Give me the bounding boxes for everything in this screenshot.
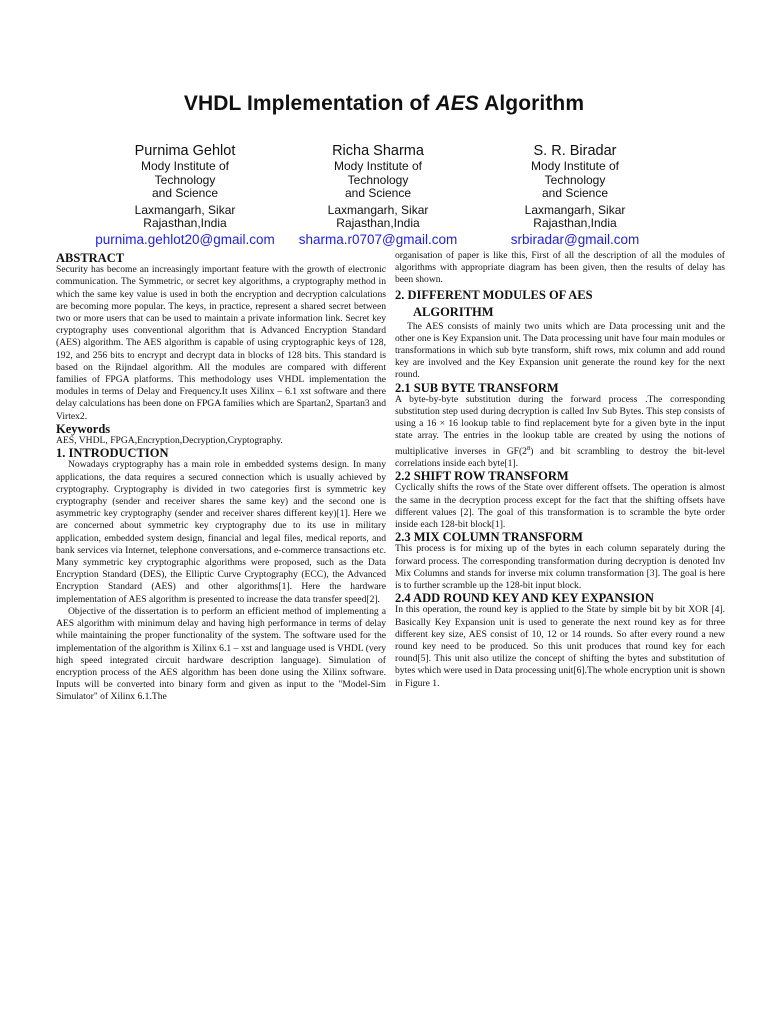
author-affiliation-line: Mody Institute of bbox=[333, 159, 423, 173]
introduction-paragraph-1: Nowadays cryptography has a main role in embedded systems design. In many applications, the data requires a secured connection which is usually achieved by cryptography. Cryptography is divided in two categories first is symmetric key cryptography (sender and receiver shares the same key) and the second one is asymmetric key cryptography (sender and receiver shares different key)[1]. Here we are concerned about symmetric key cryptography due to its use in military application, embedded system design, financial and legal files, medical reports, and bank services via Internet, telephone conversations, and e-commerce transactions etc. Many symmetric key cryptographic algorithms were proposed, such as the Data Encryption Standard (DES), the Elliptic Curve Cryptography (ECC), the Advanced Encryption Standard (AES) and other algorithms[1]. Here the hardware implementation of AES algorithm is presented to increase the data transfer speed[2]. bbox=[56, 459, 386, 605]
modules-heading-line-2: ALGORITHM bbox=[413, 304, 494, 319]
introduction-heading: 1. INTRODUCTION bbox=[56, 446, 169, 461]
author-affiliation-line: and Science bbox=[344, 186, 412, 200]
subbyte-superscript: 8 bbox=[526, 444, 531, 452]
modules-heading-line-1: 2. DIFFERENT MODULES OF AES bbox=[395, 287, 593, 302]
mix-column-heading: 2.3 MIX COLUMN TRANSFORM bbox=[395, 530, 583, 545]
author-location-line: Laxmangarh, Sikar bbox=[524, 202, 626, 217]
author-name: Richa Sharma bbox=[332, 143, 424, 159]
author-name: Purnima Gehlot bbox=[134, 143, 236, 159]
abstract-heading: ABSTRACT bbox=[56, 251, 125, 265]
author-email-link[interactable]: purnima.gehlot20@gmail.com bbox=[95, 231, 275, 247]
left-column bbox=[56, 252, 386, 704]
shift-row-paragraph: Cyclically shifts the rows of the State over different offsets. The operation is almost the same in the decryption process except for the fact that the shifting offsets have different values [2]. The goal of this transformation is to scramble the byte order inside each 128-bit block[1]. bbox=[395, 482, 725, 531]
author-name: S. R. Biradar bbox=[533, 143, 617, 159]
author-email-link[interactable]: sharma.r0707@gmail.com bbox=[298, 231, 458, 247]
author-location-line: Laxmangarh, Sikar bbox=[327, 202, 429, 217]
organisation-paragraph: organisation of paper is like this, First of all the description of all the modules of algorithms with appropriate diagram has been given, then the results of delay has been shown. bbox=[395, 250, 725, 286]
author-affiliation-line: and Science bbox=[541, 186, 609, 200]
author-affiliation-line: and Science bbox=[151, 186, 219, 200]
author-block-2 bbox=[273, 142, 483, 248]
subbyte-paragraph: A byte-by-byte substitution during the forward process .The corresponding substitution step used during decryption is called Inv Sub Bytes. This step consists of using a 16 × 16 lookup table to find replacement byte for a given byte in the input state array. The entries in the lookup table are created by using the notions of multiplicative inverses in $GF(2^8)$ and bit scrambling to destroy the bit-level correlations inside each byte[1]. bbox=[395, 393, 726, 470]
author-location-line: Rajasthan,India bbox=[143, 216, 227, 230]
title-italic-aes: AES bbox=[435, 92, 479, 115]
add-round-key-heading: 2.4 ADD ROUND KEY AND KEY EXPANSION bbox=[395, 591, 654, 606]
right-column bbox=[395, 250, 725, 690]
add-round-key-paragraph: In this operation, the round key is applied to the State by simple bit by bit XOR [4]. Basically Key Expansion unit is used to generate the next round key as for three different key size, AES consist of 10, 12 or 14 rounds. So after every round a new round key need to be produced. So this unit produces that round key for each round[5]. This unit also utilize the concept of shifting the bytes and substitution of bytes which were used in Data processing unit[6].The whole encryption unit is shown in Figure 1. bbox=[395, 604, 725, 689]
author-affiliation-line: Mody Institute of bbox=[530, 159, 620, 173]
modules-heading bbox=[395, 287, 725, 321]
author-location-line: Rajasthan,India bbox=[336, 216, 420, 230]
author-location-line: Laxmangarh, Sikar bbox=[134, 202, 236, 217]
author-block-3 bbox=[470, 142, 680, 248]
modules-paragraph: The AES consists of mainly two units which are Data processing unit and the other one is Key Expansion unit. The Data processing unit have four main modules or transformations in which sub byte transform, shift rows, mix column and add round key are involved and the Key Expansion unit generate the round key for the next round. bbox=[395, 320, 725, 381]
keywords-heading: Keywords bbox=[56, 421, 111, 436]
introduction-paragraph-2: Objective of the dissertation is to perform an efficient method of implementing a AES algorithm with minimum delay and having high performance in terms of delay while maintaining the proper functionality of the system. The software used for the implementation of the algorithm is Xilinx 6.1 – xst and language used is VHDL (very high speed integrated circuit hardware description language). Simulation of encryption process of the AES algorithm has been done using the Xilinx software. Inputs will be converted into binary form and given as input to the "Model-Sim Simulator" of Xilinx 6.1.The bbox=[56, 605, 386, 703]
author-email-link[interactable]: srbiradar@gmail.com bbox=[510, 231, 640, 247]
paper-title: VHDL Implementation of AES Algorithm bbox=[183, 92, 585, 115]
author-affiliation-line: Technology bbox=[154, 172, 216, 187]
author-affiliation-line: Mody Institute of bbox=[140, 159, 230, 173]
author-location-line: Rajasthan,India bbox=[533, 216, 617, 230]
mix-column-paragraph: This process is for mixing up of the bytes in each column separately during the forward process. The corresponding transformation during decryption is denoted Inv Mix Columns and stands for inverse mix column transformation [3]. The goal is here is to further scramble up the 128-bit input block. bbox=[395, 543, 725, 592]
subbyte-heading: 2.1 SUB BYTE TRANSFORM bbox=[395, 380, 559, 395]
author-affiliation-line: Technology bbox=[544, 172, 606, 187]
abstract-text: Security has become an increasingly important feature with the growth of electronic communication. The Symmetric, or secret key algorithms, a cryptography method in which the same key value is used in both the encryption and decryption calculations are becoming more popular. The keys, in practice, represent a shared secret between two or more users that can be used to maintain a private information link. Secret key cryptography uses conventional algorithm that is Advanced Encryption Standard (AES) algorithm. The AES algorithm is capable of using cryptographic keys of 128, 192, and 256 bits to encrypt and decrypt data in blocks of 128 bits. This standard is based on the Rijndael algorithm. All the modules are compared with different families of FPGA platforms. This methodology uses VHDL implementation the modules in terms of Delay and Frequency.It uses Xilinx – 6.1 xst software and there delay calculations has been done on FPGA families which are Spartan2, Spartan3 and Virtex2. bbox=[56, 264, 386, 422]
shift-row-heading: 2.2 SHIFT ROW TRANSFORM bbox=[395, 469, 569, 484]
author-block-1 bbox=[80, 142, 290, 248]
author-affiliation-line: Technology bbox=[347, 172, 409, 187]
keywords-text: AES, VHDL, FPGA,Encryption,Decryption,Cryptography. bbox=[56, 435, 283, 447]
